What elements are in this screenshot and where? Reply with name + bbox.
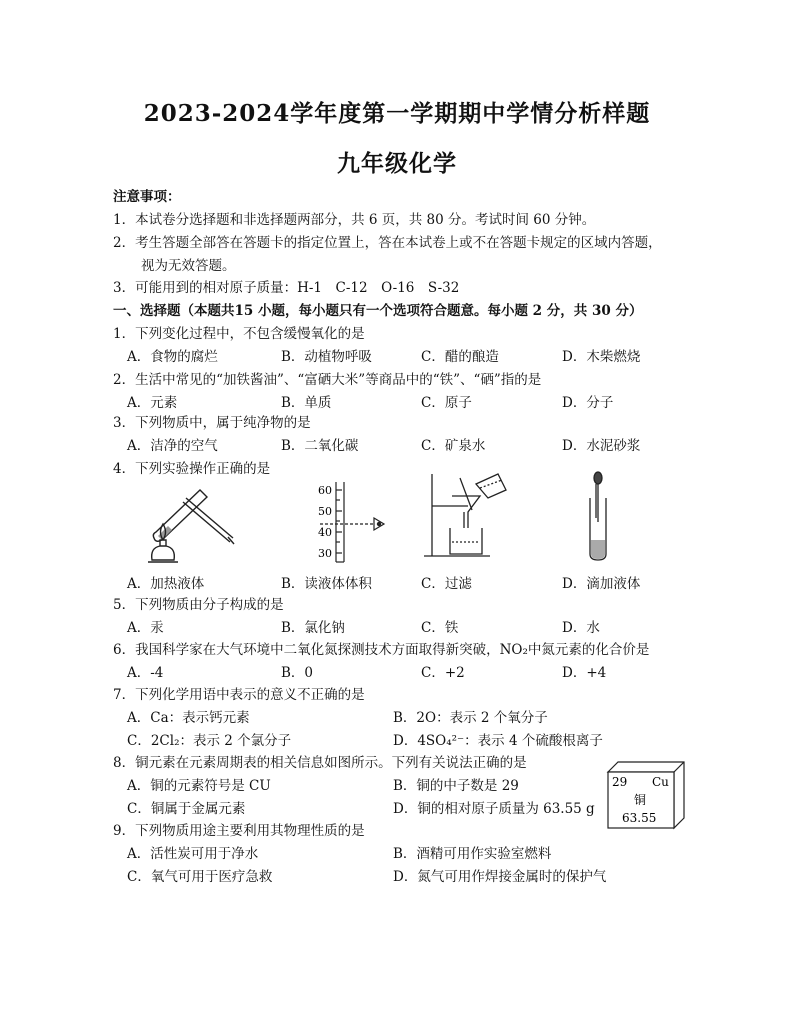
q6-option-c: C．+2 [421, 665, 465, 681]
section-heading: 一、选择题（本题共15 小题，每小题只有一个选项符合题意。每小题 2 分，共 30 分） [113, 303, 643, 319]
q9-option-c: C．氧气可用于医疗急救 [127, 869, 273, 885]
question-6-stem: 6．我国科学家在大气环境中二氧化氮探测技术方面取得新突破，NO₂中氮元素的化合价是 [113, 642, 650, 658]
q7-option-b: B．2O：表示 2 个氧分子 [393, 710, 548, 726]
q5-option-b: B．氯化钠 [281, 620, 345, 636]
cylinder-tick-30: 30 [318, 547, 332, 560]
notice-item-2-cont: 视为无效答题。 [141, 258, 236, 274]
q5-option-d: D．水 [562, 620, 600, 636]
question-8-stem: 8．铜元素在元素周期表的相关信息如图所示。下列有关说法正确的是 [113, 755, 527, 771]
question-2-stem: 2．生活中常见的“加铁酱油”、“富硒大米”等商品中的“铁”、“硒”指的是 [113, 372, 542, 388]
notice-item-1: 1．本试卷分选择题和非选择题两部分，共 6 页，共 80 分。考试时间 60 分钟。 [113, 212, 596, 228]
q2-option-a: A．元素 [127, 395, 178, 411]
q7-option-d: D．4SO₄²⁻：表示 4 个硫酸根离子 [393, 733, 603, 749]
cylinder-tick-50: 50 [318, 505, 332, 518]
exam-subtitle: 九年级化学 [337, 150, 457, 177]
q8-option-c: C．铜属于金属元素 [127, 801, 246, 817]
question-7-stem: 7．下列化学用语中表示的意义不正确的是 [113, 687, 365, 703]
q6-option-a: A．-4 [127, 665, 164, 681]
q8-option-a: A．铜的元素符号是 CU [127, 778, 271, 794]
read-volume-figure [316, 478, 396, 566]
filtration-figure [420, 470, 510, 562]
q3-option-a: A．洁净的空气 [127, 438, 218, 454]
q3-option-b: B．二氧化碳 [281, 438, 359, 454]
q7-option-c: C．2Cl₂：表示 2 个氯分子 [127, 733, 292, 749]
notice-item-2: 2．考生答题全部答在答题卡的指定位置上，答在本试卷上或不在答题卡规定的区域内答题， [113, 235, 662, 251]
q2-option-d: D．分子 [562, 395, 614, 411]
q6-option-d: D．+4 [562, 665, 607, 681]
q5-option-a: A．汞 [127, 620, 164, 636]
question-1-stem: 1．下列变化过程中，不包含缓慢氧化的是 [113, 326, 365, 342]
element-symbol: Cu [652, 775, 669, 789]
q9-option-d: D．氮气可用作焊接金属时的保护气 [393, 869, 607, 885]
q9-option-a: A．活性炭可用于净水 [127, 846, 259, 862]
notice-heading: 注意事项： [113, 189, 181, 205]
q4-option-b: B．读液体体积 [281, 576, 372, 592]
q1-option-b: B．动植物呼吸 [281, 349, 372, 365]
q3-option-d: D．水泥砂浆 [562, 438, 641, 454]
q4-option-c: C．过滤 [421, 576, 472, 592]
q4-option-d: D．滴加液体 [562, 576, 641, 592]
q1-option-a: A．食物的腐烂 [127, 349, 218, 365]
q9-option-b: B．酒精可用作实验室燃料 [393, 846, 552, 862]
cylinder-tick-60: 60 [318, 484, 332, 497]
q8-option-b: B．铜的中子数是 29 [393, 778, 519, 794]
q8-option-d: D．铜的相对原子质量为 63.55 g [393, 801, 595, 817]
question-4-stem: 4．下列实验操作正确的是 [113, 461, 271, 477]
element-number: 29 [612, 775, 628, 789]
question-3-stem: 3．下列物质中，属于纯净物的是 [113, 415, 311, 431]
q7-option-a: A．Ca：表示钙元素 [127, 710, 250, 726]
dropping-liquid-figure [578, 470, 618, 562]
q1-option-c: C．醋的酿造 [421, 349, 499, 365]
element-name: 铜 [634, 793, 647, 807]
q2-option-b: B．单质 [281, 395, 332, 411]
cylinder-tick-40: 40 [318, 526, 332, 539]
q6-option-b: B．0 [281, 665, 314, 681]
exam-title: 2023-2024学年度第一学期期中学情分析样题 [143, 100, 651, 127]
q3-option-c: C．矿泉水 [421, 438, 486, 454]
question-5-stem: 5．下列物质由分子构成的是 [113, 597, 284, 613]
q1-option-d: D．木柴燃烧 [562, 349, 641, 365]
copper-element-card [606, 760, 686, 830]
element-mass: 63.55 [622, 811, 657, 825]
q2-option-c: C．原子 [421, 395, 472, 411]
q4-option-a: A．加热液体 [127, 576, 205, 592]
question-9-stem: 9．下列物质用途主要利用其物理性质的是 [113, 823, 365, 839]
notice-item-3: 3．可能用到的相对原子质量：H-1 C-12 O-16 S-32 [113, 280, 460, 296]
q5-option-c: C．铁 [421, 620, 459, 636]
heating-liquid-figure [138, 482, 238, 567]
